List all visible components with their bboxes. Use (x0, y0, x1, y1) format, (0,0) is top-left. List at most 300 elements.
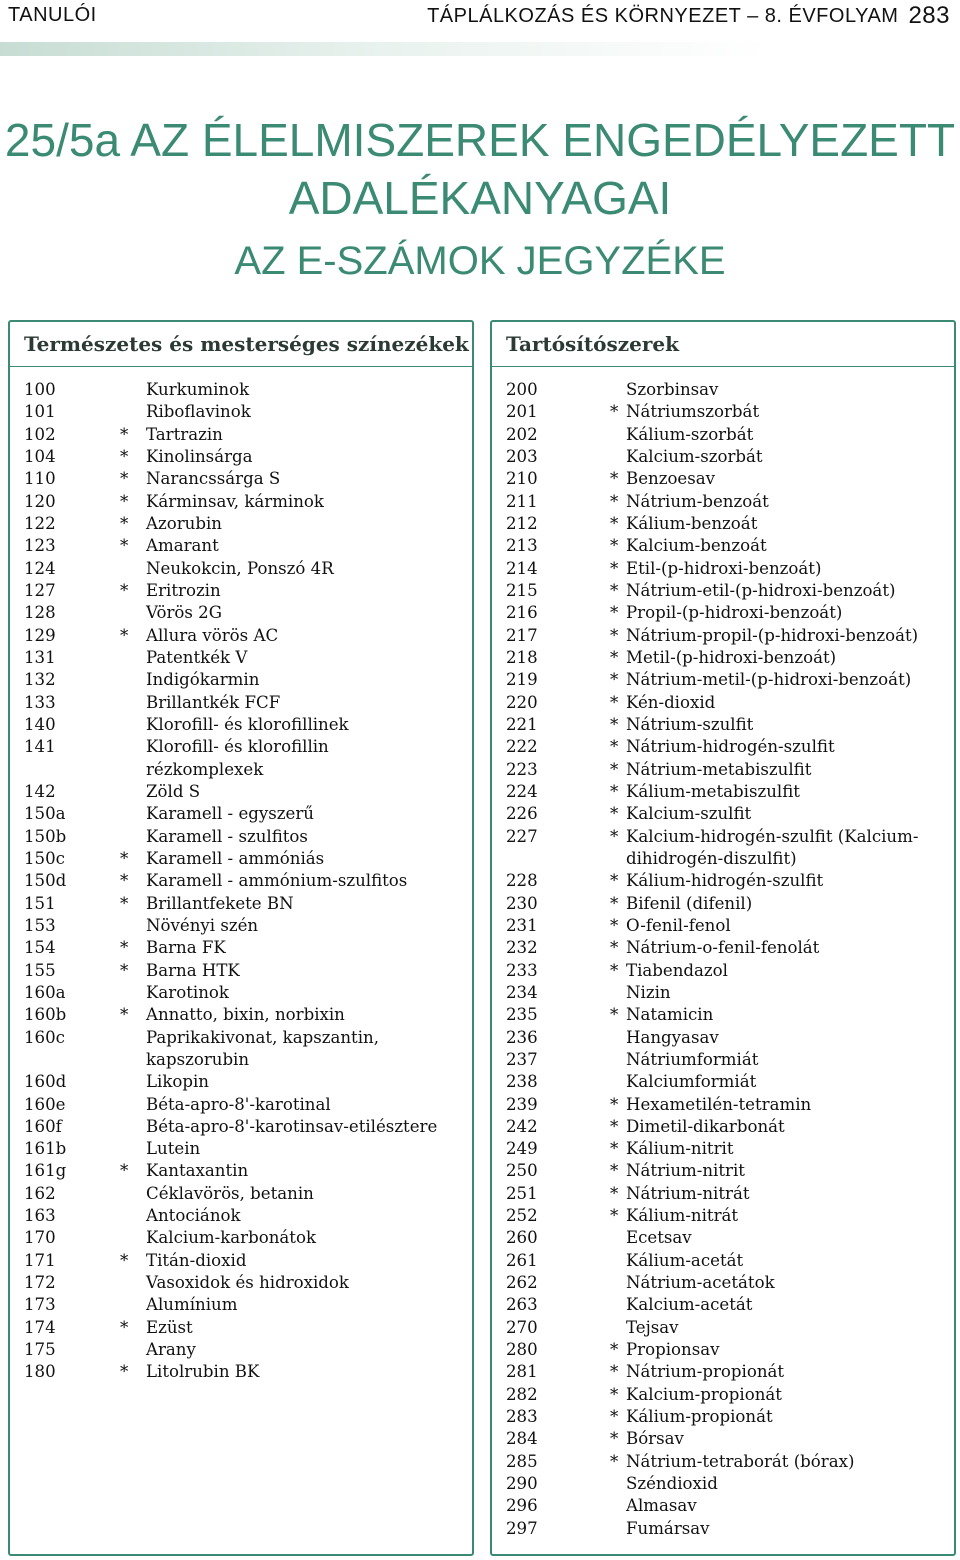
additive-name: Barna HTK (146, 960, 240, 980)
additive-name: Kálium-szorbát (626, 424, 754, 444)
additive-name: Allura vörös AC (146, 625, 279, 645)
additive-name: Kurkuminok (146, 380, 250, 399)
additive-name: Tiabendazol (626, 960, 728, 980)
additive-row (10, 1227, 472, 1249)
e-number: 120 (24, 491, 56, 511)
preservatives-panel (490, 320, 956, 1556)
e-number: 213 (506, 536, 538, 556)
additive-name: Nátrium-metil-(p-hidroxi-benzoát) (626, 670, 912, 690)
restriction-marker: * (610, 1384, 619, 1404)
additive-name: Növényi szén (146, 915, 259, 935)
restriction-marker: * (120, 1005, 129, 1025)
additive-name: Nátrium-acetátok (626, 1273, 775, 1293)
additive-name: Eritrozin (146, 580, 221, 600)
additive-row (10, 379, 472, 401)
e-number: 160c (24, 1027, 65, 1047)
e-number: 239 (506, 1094, 538, 1114)
restriction-marker: * (120, 424, 129, 444)
additive-row (10, 848, 472, 870)
additive-row (492, 714, 954, 736)
additive-name: Almasav (626, 1496, 697, 1516)
e-number: 100 (24, 380, 56, 399)
additive-row (10, 893, 472, 915)
e-number: 223 (506, 759, 538, 779)
additive-row (492, 513, 954, 535)
restriction-marker: * (610, 893, 619, 913)
additive-name: O-fenil-fenol (626, 915, 731, 935)
additive-row (10, 1160, 472, 1182)
restriction-marker: * (120, 580, 129, 600)
e-number: 262 (506, 1273, 538, 1293)
e-number: 235 (506, 1005, 538, 1025)
restriction-marker: * (610, 670, 619, 690)
additive-row (492, 1361, 954, 1383)
e-number: 250 (506, 1161, 538, 1181)
additive-row (492, 625, 954, 647)
additive-name: Nátrium-benzoát (626, 491, 769, 511)
title-line-2: ADALÉKANYAGAI (288, 172, 672, 224)
page-header (0, 0, 960, 32)
additive-name: Kálium-acetát (626, 1250, 744, 1270)
additive-row (492, 937, 954, 959)
additive-row (10, 1004, 472, 1026)
e-number: 201 (506, 402, 538, 422)
subtitle: AZ E-SZÁMOK JEGYZÉKE (234, 239, 726, 283)
additive-row (10, 491, 472, 513)
additive-name: Etil-(p-hidroxi-benzoát) (626, 558, 822, 578)
additive-name: Antociánok (146, 1206, 241, 1226)
e-number: 215 (506, 580, 538, 600)
restriction-marker: * (610, 692, 619, 712)
additive-row (492, 558, 954, 580)
additive-row (492, 446, 954, 468)
e-number: 216 (506, 603, 538, 623)
additive-name: Indigókarmin (146, 670, 260, 690)
additive-row (492, 1116, 954, 1138)
additive-row (10, 558, 472, 580)
additive-name: Patentkék V (146, 647, 248, 667)
additive-row (492, 1473, 954, 1495)
additive-name: Nátriumformiát (626, 1049, 759, 1069)
additive-row (10, 692, 472, 714)
additive-name: Metil-(p-hidroxi-benzoát) (626, 647, 837, 667)
header-course-title: TÁPLÁLKOZÁS ÉS KÖRNYEZET – 8. ÉVFOLYAM (427, 5, 899, 27)
e-number: 224 (506, 781, 538, 801)
additive-name: Kálium-propionát (626, 1407, 773, 1427)
additive-name: Kalcium-hidrogén-szulfit (Kalcium- (626, 826, 919, 846)
e-number: 175 (24, 1340, 56, 1360)
title-line-1: 25/5a AZ ÉLELMISZEREK ENGEDÉLYEZETT (4, 114, 956, 166)
additive-row (492, 982, 954, 1004)
additive-name: Kálium-metabiszulfit (626, 781, 800, 801)
e-number: 260 (506, 1228, 538, 1248)
additive-row (492, 1027, 954, 1049)
additive-name: kapszorubin (146, 1049, 250, 1069)
additive-row (10, 1027, 472, 1049)
restriction-marker: * (120, 938, 129, 958)
additive-row (10, 446, 472, 468)
additive-row (10, 401, 472, 423)
additive-row (10, 1205, 472, 1227)
e-number: 101 (24, 402, 56, 422)
restriction-marker: * (610, 402, 619, 422)
additive-row (492, 424, 954, 446)
additive-name: Vasoxidok és hidroxidok (146, 1273, 349, 1293)
additive-name: Béta-apro-8'-karotinsav-etilésztere (146, 1116, 438, 1136)
e-number: 226 (506, 804, 538, 824)
e-number: 153 (24, 915, 56, 935)
restriction-marker: * (610, 1206, 619, 1226)
e-number: 161g (24, 1161, 67, 1181)
restriction-marker: * (610, 1183, 619, 1203)
additive-row (10, 1250, 472, 1272)
additive-name: Riboflavinok (146, 402, 251, 422)
additive-row (492, 1339, 954, 1361)
e-number: 173 (24, 1295, 56, 1315)
additive-row (492, 1428, 954, 1450)
e-number: 296 (506, 1496, 538, 1516)
e-number: 154 (24, 938, 56, 958)
page-number: 283 (908, 2, 950, 29)
header-right (427, 2, 950, 30)
additive-row (10, 535, 472, 557)
additive-row (10, 647, 472, 669)
additive-row (10, 468, 472, 490)
restriction-marker: * (610, 1362, 619, 1382)
restriction-marker: * (610, 1116, 619, 1136)
e-number: 228 (506, 871, 538, 891)
restriction-marker: * (120, 469, 129, 489)
additive-row (492, 379, 954, 401)
additive-row (492, 647, 954, 669)
additive-row (492, 491, 954, 513)
restriction-marker: * (610, 759, 619, 779)
e-number: 227 (506, 826, 538, 846)
e-number: 142 (24, 781, 56, 801)
e-number: 234 (506, 982, 538, 1002)
additive-row (492, 1250, 954, 1272)
e-number: 284 (506, 1429, 538, 1449)
additive-row (492, 759, 954, 781)
e-number: 249 (506, 1139, 538, 1159)
additive-name: Klorofill- és klorofillinek (146, 714, 349, 734)
restriction-marker: * (610, 1407, 619, 1427)
additive-row (492, 1406, 954, 1428)
e-number: 129 (24, 625, 56, 645)
additive-row (492, 1451, 954, 1473)
additive-name: Azorubin (146, 513, 222, 533)
additive-name: Dimetil-dikarbonát (626, 1116, 785, 1136)
additive-name: Hexametilén-tetramin (626, 1094, 812, 1114)
additive-name: Kalcium-szulfit (626, 804, 752, 824)
additive-row (10, 1071, 472, 1093)
additive-name: Karamell - ammóniás (146, 848, 325, 868)
e-number: 251 (506, 1183, 538, 1203)
restriction-marker: * (610, 647, 619, 667)
e-number: 270 (506, 1317, 538, 1337)
additive-row (492, 826, 954, 848)
e-number: 285 (506, 1451, 538, 1471)
additive-row (492, 1160, 954, 1182)
e-number: 180 (24, 1362, 56, 1382)
e-number: 141 (24, 737, 56, 757)
additive-name: Nátrium-nitrit (626, 1161, 745, 1181)
additive-name: Kalcium-acetát (626, 1295, 753, 1315)
restriction-marker: * (610, 1161, 619, 1181)
additive-row (492, 1272, 954, 1294)
e-number: 280 (506, 1340, 538, 1360)
restriction-marker: * (610, 513, 619, 533)
restriction-marker: * (610, 804, 619, 824)
additive-row (492, 736, 954, 758)
additive-name: Kalcium-karbonátok (146, 1228, 317, 1248)
restriction-marker: * (610, 714, 619, 734)
e-number: 174 (24, 1317, 56, 1337)
e-number: 282 (506, 1384, 538, 1404)
additive-row (10, 1049, 472, 1071)
restriction-marker: * (610, 1340, 619, 1360)
additive-name: Bifenil (difenil) (626, 893, 753, 913)
e-number: 163 (24, 1206, 56, 1226)
additive-name: Alumínium (146, 1295, 238, 1315)
additive-name: Nátrium-tetraborát (bórax) (626, 1451, 855, 1471)
additive-row (492, 870, 954, 892)
additive-name: Kinolinsárga (146, 446, 253, 466)
additive-name: Kalcium-benzoát (626, 536, 767, 556)
e-number: 110 (24, 469, 56, 489)
additive-row (10, 781, 472, 803)
additive-row (492, 1227, 954, 1249)
e-number: 150c (24, 848, 65, 868)
additive-row (492, 803, 954, 825)
additive-name: Amarant (146, 536, 219, 556)
colorants-heading: Természetes és mesterséges színezékek (10, 322, 472, 367)
additive-name: Kalcium-propionát (626, 1384, 782, 1404)
e-number: 238 (506, 1072, 538, 1092)
additive-row (10, 714, 472, 736)
e-number: 102 (24, 424, 56, 444)
e-number: 127 (24, 580, 56, 600)
additive-name: Kalciumformiát (626, 1072, 757, 1092)
additive-row (10, 1317, 472, 1339)
colorants-list (10, 379, 472, 1384)
additive-row (10, 1361, 472, 1383)
restriction-marker: * (610, 1429, 619, 1449)
additive-name: dihidrogén-diszulfit) (626, 848, 797, 868)
additive-row (492, 915, 954, 937)
additive-row (492, 1205, 954, 1227)
additive-name: Széndioxid (626, 1474, 718, 1494)
e-number: 150b (24, 826, 67, 846)
e-number: 263 (506, 1295, 538, 1315)
additive-name: rézkomplexek (146, 759, 264, 779)
restriction-marker: * (610, 536, 619, 556)
additive-row (492, 401, 954, 423)
e-number: 170 (24, 1228, 56, 1248)
e-number: 150a (24, 804, 66, 824)
additive-row (10, 826, 472, 848)
additive-name: Lutein (146, 1139, 201, 1159)
e-number: 133 (24, 692, 56, 712)
additive-row (492, 669, 954, 691)
additive-name: Nátrium-hidrogén-szulfit (626, 737, 835, 757)
additive-name: Kálium-nitrát (626, 1206, 739, 1226)
restriction-marker: * (610, 603, 619, 623)
restriction-marker: * (610, 938, 619, 958)
e-number: 104 (24, 446, 56, 466)
restriction-marker: * (120, 848, 129, 868)
additive-row (10, 803, 472, 825)
additive-row (492, 893, 954, 915)
additive-row (492, 1518, 954, 1540)
additive-row (492, 602, 954, 624)
additive-row (10, 669, 472, 691)
additive-name: Nátrium-propil-(p-hidroxi-benzoát) (626, 625, 919, 645)
additive-row (492, 1094, 954, 1116)
e-number: 161b (24, 1139, 67, 1159)
e-number: 160a (24, 982, 66, 1002)
additive-name: Annatto, bixin, norbixin (146, 1005, 345, 1025)
additive-row (492, 535, 954, 557)
colorants-panel (8, 320, 474, 1556)
e-number: 128 (24, 603, 56, 623)
additive-name: Nátrium-nitrát (626, 1183, 750, 1203)
additive-row (10, 960, 472, 982)
additive-name: Kén-dioxid (626, 692, 716, 712)
additive-row (10, 937, 472, 959)
restriction-marker: * (120, 893, 129, 913)
additive-name: Kalcium-szorbát (626, 446, 763, 466)
e-number: 132 (24, 670, 56, 690)
additive-name: Tejsav (626, 1317, 679, 1337)
additive-name: Céklavörös, betanin (146, 1183, 314, 1203)
e-number: 261 (506, 1250, 538, 1270)
e-number: 160f (24, 1116, 62, 1136)
header-band (0, 42, 960, 56)
e-number: 237 (506, 1049, 538, 1069)
additive-name: Klorofill- és klorofillin (146, 737, 329, 757)
e-number: 160e (24, 1094, 66, 1114)
e-number: 212 (506, 513, 538, 533)
restriction-marker: * (120, 871, 129, 891)
e-number: 151 (24, 893, 56, 913)
header-left-label: TANULÓI (8, 4, 97, 26)
preservatives-heading: Tartósítószerek (492, 322, 954, 367)
additive-row (492, 781, 954, 803)
additive-row (492, 1317, 954, 1339)
e-number: 202 (506, 424, 538, 444)
additive-row (10, 759, 472, 781)
additive-name: Ecetsav (626, 1228, 692, 1248)
e-number: 162 (24, 1183, 56, 1203)
additive-name: Vörös 2G (146, 603, 222, 623)
additive-name: Nátrium-propionát (626, 1362, 785, 1382)
additive-name: Propil-(p-hidroxi-benzoát) (626, 603, 843, 623)
e-number: 123 (24, 536, 56, 556)
additive-row (10, 1094, 472, 1116)
restriction-marker: * (610, 915, 619, 935)
additive-name: Fumársav (626, 1518, 710, 1538)
additive-row (10, 625, 472, 647)
additive-name: Kálium-benzoát (626, 513, 758, 533)
additive-name: Karotinok (146, 982, 229, 1002)
additive-name: Karamell - ammónium-szulfitos (146, 871, 408, 891)
restriction-marker: * (610, 826, 619, 846)
restriction-marker: * (120, 1317, 129, 1337)
e-number: 160d (24, 1072, 67, 1092)
restriction-marker: * (610, 1094, 619, 1114)
additive-row (492, 1004, 954, 1026)
e-number: 231 (506, 915, 538, 935)
additive-name: Bórsav (626, 1429, 684, 1449)
restriction-marker: * (120, 446, 129, 466)
additive-name: Zöld S (146, 781, 201, 801)
e-number: 219 (506, 670, 538, 690)
restriction-marker: * (120, 625, 129, 645)
restriction-marker: * (610, 469, 619, 489)
restriction-marker: * (610, 625, 619, 645)
additive-name: Kálium-nitrit (626, 1139, 734, 1159)
additive-name: Ezüst (146, 1317, 193, 1337)
additive-row (10, 1138, 472, 1160)
additive-name: Paprikakivonat, kapszantin, (146, 1027, 379, 1047)
additive-row (10, 513, 472, 535)
additive-name: Likopin (146, 1072, 209, 1092)
additive-row (492, 1138, 954, 1160)
e-number: 297 (506, 1518, 538, 1538)
e-number: 122 (24, 513, 56, 533)
e-number: 172 (24, 1273, 56, 1293)
e-number: 232 (506, 938, 538, 958)
restriction-marker: * (610, 781, 619, 801)
restriction-marker: * (120, 960, 129, 980)
e-number: 290 (506, 1474, 538, 1494)
additive-name: Titán-dioxid (146, 1250, 247, 1270)
additive-name: Hangyasav (626, 1027, 719, 1047)
e-number: 155 (24, 960, 56, 980)
additive-name: Béta-apro-8'-karotinal (146, 1094, 331, 1114)
additive-name: Barna FK (146, 938, 226, 958)
additive-row (10, 424, 472, 446)
additive-name: Karamell - szulfitos (146, 826, 308, 846)
e-number: 210 (506, 469, 538, 489)
additive-name: Nátrium-etil-(p-hidroxi-benzoát) (626, 580, 896, 600)
e-number: 140 (24, 714, 56, 734)
additive-name: Propionsav (626, 1340, 720, 1360)
restriction-marker: * (120, 1161, 129, 1181)
preservatives-list (492, 379, 954, 1540)
additive-name: Nátrium-o-fenil-fenolát (626, 938, 820, 958)
e-number: 150d (24, 871, 67, 891)
restriction-marker: * (610, 580, 619, 600)
e-number: 160b (24, 1005, 67, 1025)
e-number: 222 (506, 737, 538, 757)
additive-row (10, 1294, 472, 1316)
e-number: 211 (506, 491, 538, 511)
additive-row (492, 1183, 954, 1205)
additive-row (492, 1384, 954, 1406)
restriction-marker: * (610, 1139, 619, 1159)
additive-row (10, 915, 472, 937)
e-number: 171 (24, 1250, 56, 1270)
additive-name: Kárminsav, kárminok (146, 491, 324, 511)
restriction-marker: * (610, 1005, 619, 1025)
e-number: 218 (506, 647, 538, 667)
restriction-marker: * (610, 558, 619, 578)
additive-row (492, 692, 954, 714)
additive-name: Nátriumszorbát (626, 402, 760, 422)
additive-row (492, 1071, 954, 1093)
